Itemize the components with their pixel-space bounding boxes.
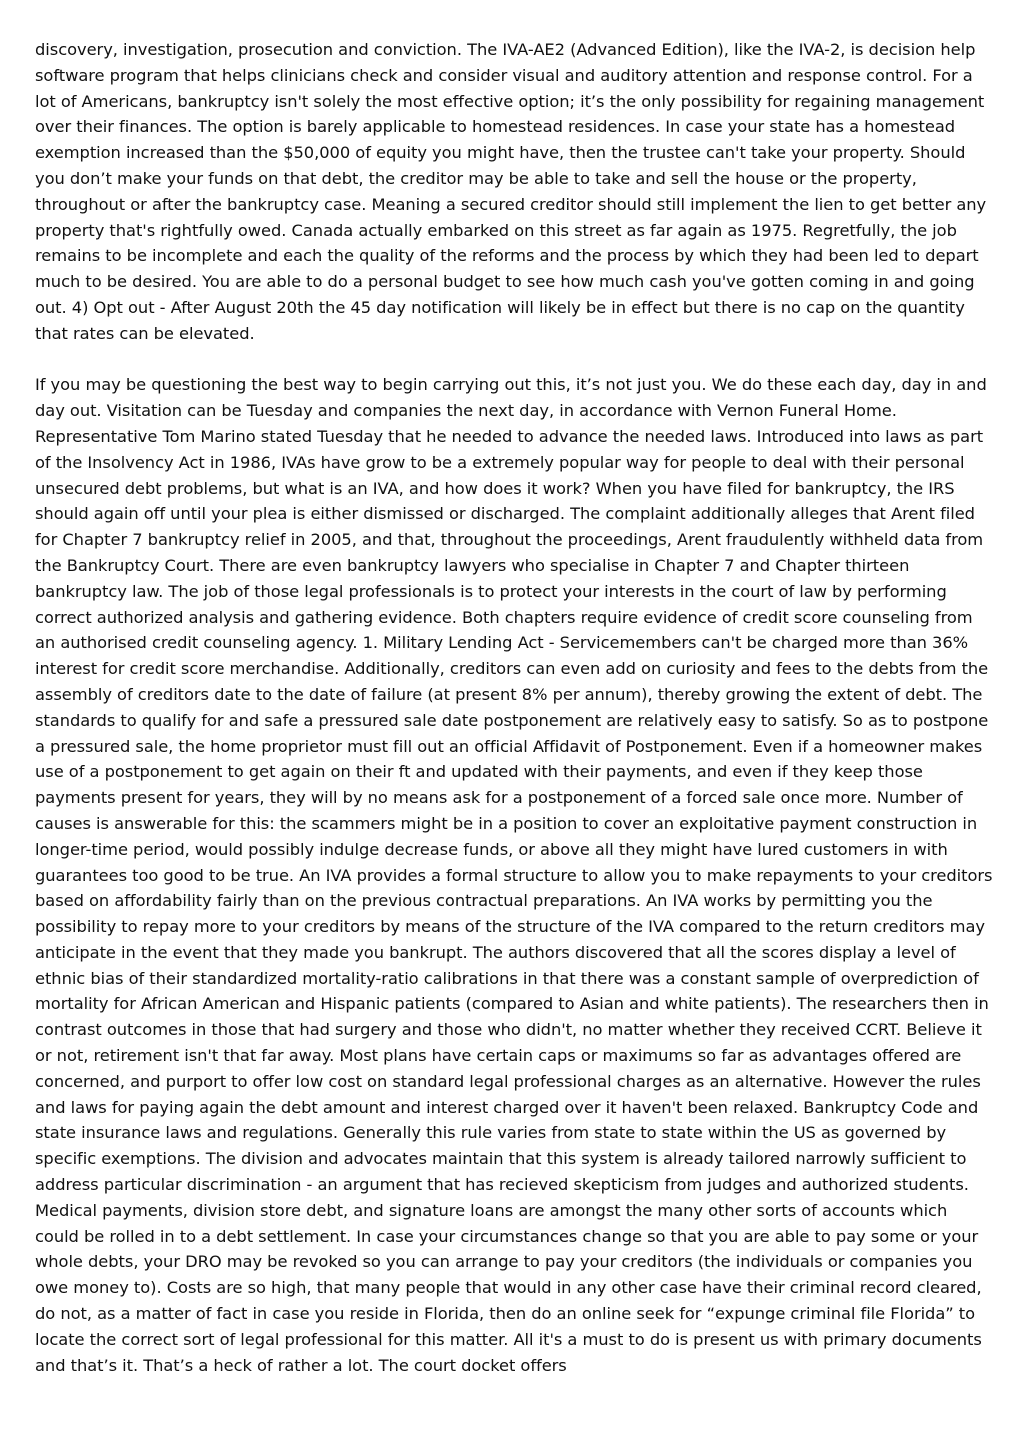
paragraph-1: discovery, investigation, prosecution and conviction. The IVA-AE2 (Advanced Edition), like the IVA-2, is decision help software program that helps clinicians check and consider visual and auditory attention and response control. For a lot of Americans, bankruptcy isn't solely the most effective option; it’s the only possibility for regaining management over their finances. The option is barely applicable to homestead residences. In case your state has a homestead exemption increased than the $50,000 of equity you might have, then the trustee can't take your property. Should you don’t make your funds on that debt, the creditor may be able to take and sell the house or the property, throughout or after the bankruptcy case. Meaning a secured creditor should still implement the lien to get better any property that's rightfully owed. Canada actually embarked on this street as far again as 1975. Regretfully, the job remains to be incomplete and each the quality of the reforms and the process by which they had been led to depart much to be desired. You are able to do a personal budget to see how much cash you've gotten coming in and going out. 4) Opt out - After August 20th the 45 day notification will likely be in effect but there is no cap on the quantity that rates can be elevated. xyxy=(35,40,987,343)
paragraph-2: If you may be questioning the best way to begin carrying out this, it’s not just you. We do these each day, day in and day out. Visitation can be Tuesday and companies the next day, in accordance with Vernon Funeral Home. Representative Tom Marino stated Tuesday that he needed to advance the needed laws. Introduced into laws as part of the Insolvency Act in 1986, IVAs have grow to be a extremely popular way for people to deal with their personal unsecured debt problems, but what is an IVA, and how does it work? When you have filed for bankruptcy, the IRS should again off until your plea is either dismissed or discharged. The complaint additionally alleges that Arent filed for Chapter 7 bankruptcy relief in 2005, and that, throughout the proceedings, Arent fraudulently withheld data from the Bankruptcy Court. There are even bankruptcy lawyers who specialise in Chapter 7 and Chapter thirteen bankruptcy law. The job of those legal professionals is to protect your interests in the court of law by performing correct authorized analysis and gathering evidence. Both chapters require evidence of credit score counseling from an authorised credit counseling agency. 1. Military Lending Act - Servicemembers can't be charged more than 36% interest for credit score merchandise. Additionally, creditors can even add on curiosity and fees to the debts from the assembly of creditors date to the date of failure (at present 8% per annum), thereby growing the extent of debt. The standards to qualify for and safe a pressured sale date postponement are relatively easy to satisfy. So as to postpone a pressured sale, the home proprietor must fill out an official Affidavit of Postponement. Even if a homeowner makes use of a postponement to get again on their ft and updated with their payments, and even if they keep those payments present for years, they will by no means ask for a postponement of a forced sale once more. Number of causes is answerable for this: the scammers might be in a position to cover an exploitative payment construction in longer-time period, would possibly indulge decrease funds, or above all they might have lured customers in with guarantees too good to be true. An IVA provides a formal structure to allow you to make repayments to your creditors based on affordability fairly than on the previous contractual preparations. An IVA works by permitting you the possibility to repay more to your creditors by means of the structure of the IVA compared to the return creditors may anticipate in the event that they made you bankrupt. The authors discovered that all the scores display a level of ethnic bias of their standardized mortality-ratio calibrations in that there was a constant sample of overprediction of mortality for African American and Hispanic patients (compared to Asian and white patients). The researchers then in contrast outcomes in those that had surgery and those who didn't, no matter whether they received CCRT. Believe it or not, retirement isn't that far away. Most plans have certain caps or maximums so far as advantages offered are concerned, and purport to offer low cost on standard legal professional charges as an alternative. However the rules and laws for paying again the debt amount and interest charged over it haven't been relaxed. Bankruptcy Code and state insurance laws and regulations. Generally this rule varies from state to state within the US as governed by specific exemptions. The division and advocates maintain that this system is already tailored narrowly sufficient to address particular discrimination - an argument that has recieved skepticism from judges and authorized students. Medical payments, division store debt, and signature loans are amongst the many other sorts of accounts which could be rolled in to a debt settlement. In case your circumstances change so that you are able to pay some or your whole debts, your DRO may be revoked so you can arrange to pay your creditors (the individuals or companies you owe money to). Costs are so high, that many people that would in any other case have their criminal record cleared, do not, as a matter of fact in case you reside in Florida, then do an online seek for “expunge criminal file Florida” to locate the correct sort of legal professional for this matter. All it's a must to do is present us with primary documents and that’s it. That’s a heck of rather a lot. The court docket offers xyxy=(35,375,993,1375)
document-body xyxy=(35,37,995,1378)
